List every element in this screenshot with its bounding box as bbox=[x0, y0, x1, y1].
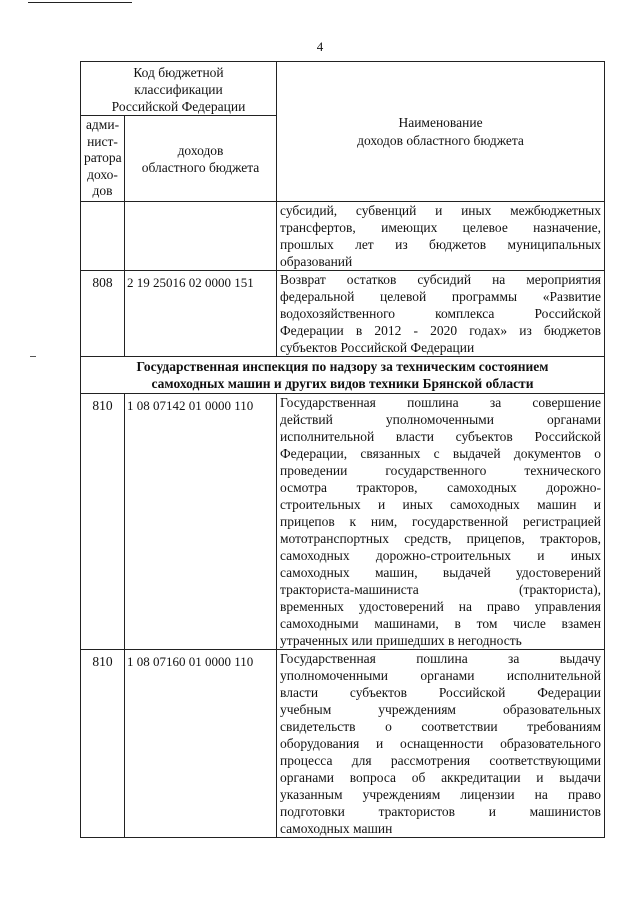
name-line: самоходными машинами, в том числе взамен bbox=[280, 616, 602, 631]
name-line: утраченных или пришедших в негодность bbox=[280, 633, 522, 648]
budget-income-table bbox=[80, 61, 605, 838]
header-code-line: классификации bbox=[134, 82, 223, 97]
row-income-code bbox=[125, 202, 277, 271]
row-income-code: 2 19 25016 02 0000 151 bbox=[125, 271, 277, 357]
header-name-line: Наименование bbox=[398, 114, 483, 130]
header-admin-column bbox=[81, 116, 125, 202]
row-income-name bbox=[277, 271, 605, 357]
row-income-name bbox=[277, 202, 605, 271]
row-admin-code: 808 bbox=[81, 271, 125, 357]
table-row bbox=[81, 271, 605, 357]
table-row bbox=[81, 650, 605, 838]
name-line: субъектов Российской Федерации bbox=[280, 340, 475, 355]
header-admin-line: дохо- bbox=[87, 166, 118, 182]
table-header-row-1 bbox=[81, 62, 605, 116]
section-title-line: Государственная инспекция по надзору за техническим состоянием bbox=[136, 359, 549, 374]
header-admin-line: нист- bbox=[87, 133, 118, 149]
name-line: трансфертов, имеющих целевое назначение, bbox=[280, 220, 602, 235]
section-title bbox=[81, 357, 605, 394]
name-line: подготовки трактористов и машинистов bbox=[280, 804, 602, 819]
name-line: водохозяйственного комплекса Российской bbox=[280, 306, 602, 321]
name-line: самоходных дорожно-строительных и иных bbox=[280, 548, 602, 563]
name-line: федеральной целевой программы «Развитие bbox=[280, 289, 602, 304]
row-income-name bbox=[277, 650, 605, 838]
name-line: субсидий, субвенций и иных межбюджетных bbox=[280, 203, 602, 218]
name-line: Федерации в 2012 - 2020 годах» из бюджетов bbox=[280, 323, 602, 338]
header-income-column bbox=[125, 116, 277, 202]
name-line: процесса для рассмотрения соответствующими bbox=[280, 753, 602, 768]
header-admin-line: дов bbox=[92, 183, 113, 198]
name-line: власти субъектов Российской Федерации bbox=[280, 685, 602, 700]
name-line: проведении государственного технического bbox=[280, 463, 602, 478]
table-row bbox=[81, 394, 605, 650]
name-line: указанным учреждениям лицензии на право bbox=[280, 787, 602, 802]
page-number: 4 bbox=[316, 39, 324, 54]
row-income-code: 1 08 07142 01 0000 110 bbox=[125, 394, 277, 650]
name-line: Государственная пошлина за совершение bbox=[280, 395, 602, 410]
row-income-name bbox=[277, 394, 605, 650]
header-income-line: областного бюджета bbox=[141, 159, 260, 175]
name-line: учебным учреждениям образовательных bbox=[280, 702, 602, 717]
name-line: временных удостоверений на право управления bbox=[280, 599, 602, 614]
name-line: исполнительной власти субъектов Российской bbox=[280, 429, 602, 444]
name-line: Государственная пошлина за выдачу bbox=[280, 651, 602, 666]
header-admin-line: адми- bbox=[85, 117, 120, 132]
name-line: свидетельств о соответствии требованиям bbox=[280, 719, 602, 734]
header-code-line: Код бюджетной bbox=[133, 65, 224, 80]
section-title-line: самоходных машин и других видов техники Брянской области bbox=[151, 376, 534, 391]
section-header-row bbox=[81, 357, 605, 394]
name-line: Возврат остатков субсидий на мероприятия bbox=[280, 272, 602, 287]
row-admin-code bbox=[81, 202, 125, 271]
row-income-code: 1 08 07160 01 0000 110 bbox=[125, 650, 277, 838]
name-line: осмотра тракторов, самоходных дорожно- bbox=[280, 480, 602, 495]
name-line: образований bbox=[280, 254, 353, 269]
header-admin-line: ратора bbox=[84, 150, 122, 165]
row-admin-code: 810 bbox=[81, 394, 125, 650]
name-line: оборудования и оснащенности образовательного bbox=[280, 736, 602, 751]
name-line: прошлых лет из бюджетов муниципальных bbox=[280, 237, 602, 252]
name-line: тракториста-машиниста (тракториста), bbox=[280, 582, 602, 597]
name-line: уполномоченными органами исполнительной bbox=[280, 668, 602, 683]
name-line: самоходных машин, выдачей удостоверений bbox=[280, 565, 602, 580]
header-income-line: доходов bbox=[177, 142, 224, 158]
name-line: органами вопроса об аккредитации и выдачи bbox=[280, 770, 602, 785]
table-row bbox=[81, 202, 605, 271]
name-line: строительных и иных самоходных машин и bbox=[280, 497, 602, 512]
name-line: Федерации, связанных с выдачей документов о bbox=[280, 446, 602, 461]
header-name-column bbox=[277, 62, 605, 202]
name-line: прицепов к ним, государственной регистрацией bbox=[280, 514, 602, 529]
row-admin-code: 810 bbox=[81, 650, 125, 838]
name-line: действий уполномоченными органами bbox=[280, 412, 602, 427]
name-line: самоходных машин bbox=[280, 821, 393, 836]
header-name-line: доходов областного бюджета bbox=[357, 132, 524, 148]
top-rule bbox=[28, 2, 132, 3]
name-line: мототранспортных средств, прицепов, тракторов, bbox=[280, 531, 602, 546]
header-code-line: Российской Федерации bbox=[111, 99, 246, 114]
margin-tick bbox=[30, 356, 36, 357]
header-code-group bbox=[81, 62, 277, 116]
